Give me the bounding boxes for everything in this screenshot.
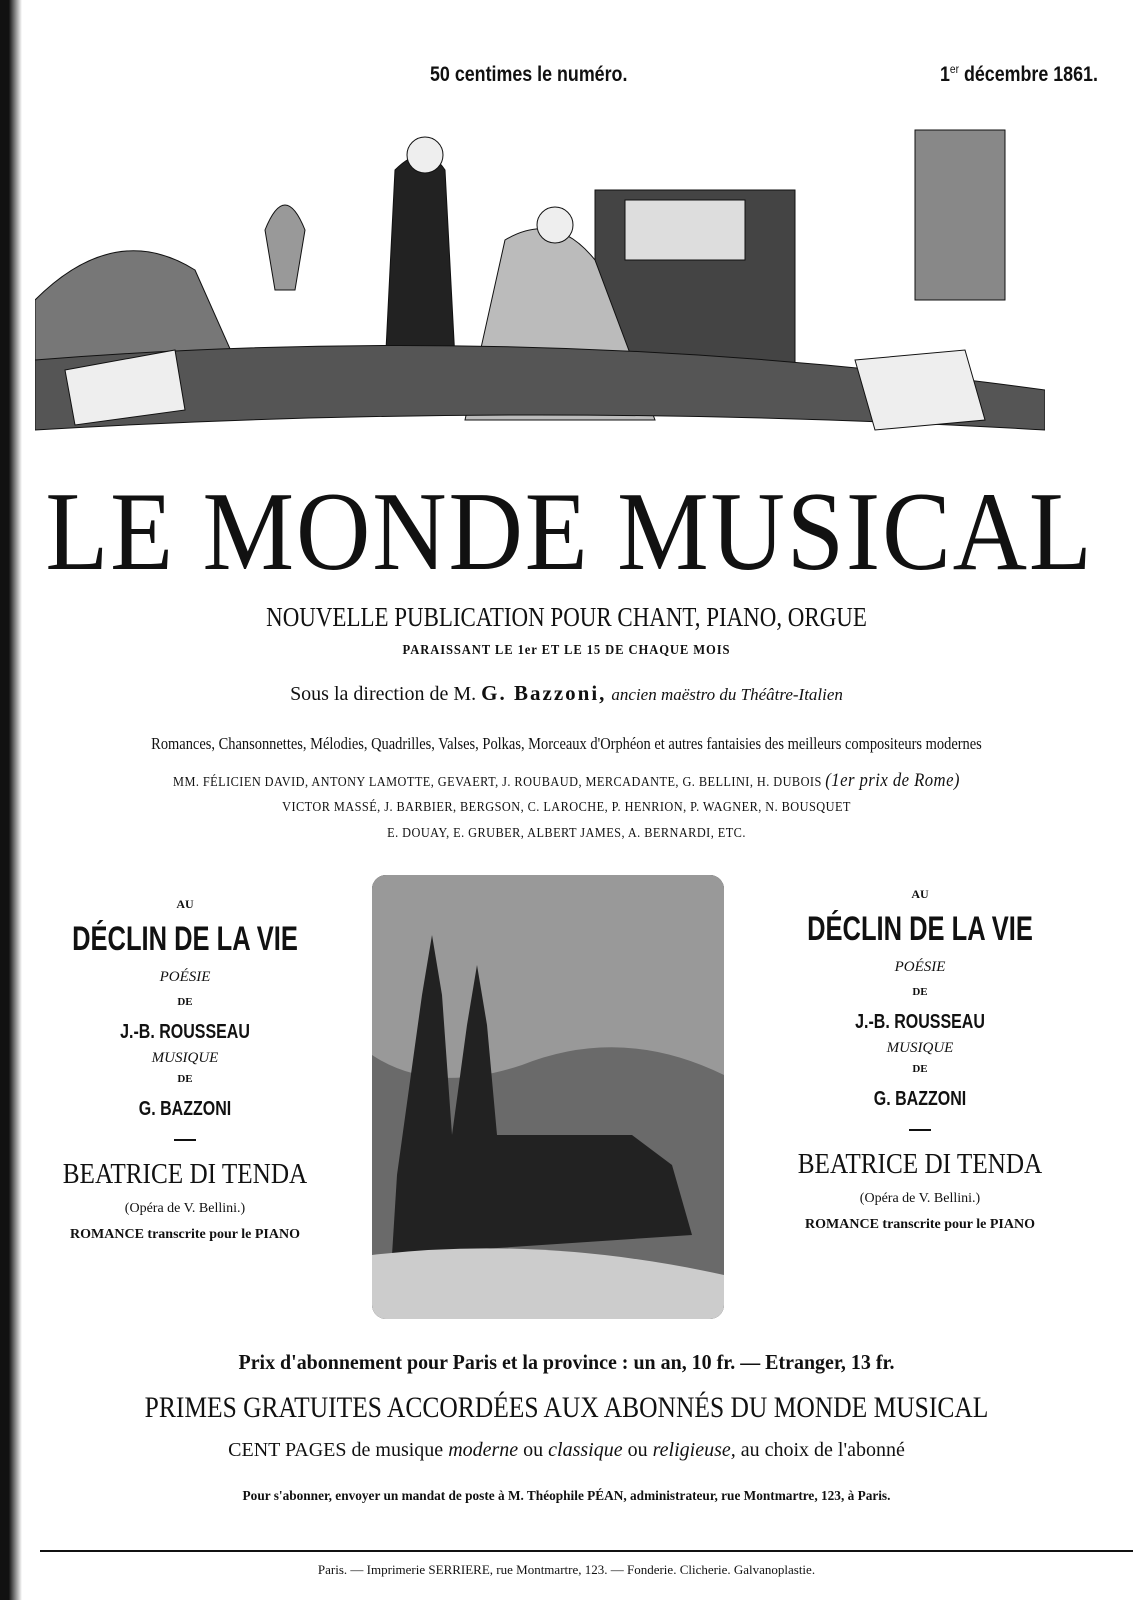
divider [909,1129,931,1131]
song-title: DÉCLIN DE LA VIE [72,919,298,958]
poet: J.-B. ROUSSEAU [120,1020,250,1043]
issue-date: 1er décembre 1861. [940,62,1098,86]
piece-title: BEATRICE DI TENDA [797,1148,1043,1180]
composer: G. BAZZONI [138,1097,232,1120]
de: DE [177,1073,193,1086]
de: DE [912,1063,928,1076]
subscription-price: Prix d'abonnement pour Paris et la province : un an, 10 fr. — Etranger, 13 fr. [238,1350,895,1374]
composers-line-3: E. DOUAY, E. GRUBER, ALBERT JAMES, A. BERNARDI, ETC. [387,826,746,841]
genres: Romances, Chansonnettes, Mélodies, Quadrilles, Valses, Polkas, Morceaux d'Orphéon et autres fantaisies des meilleurs compositeurs modernes [151,734,982,753]
masthead-subtitle: NOUVELLE PUBLICATION POUR CHANT, PIANO, ORGUE [266,602,867,632]
printer-footer: Paris. — Imprimerie SERRIERE, rue Montmartre, 123. — Fonderie. Clicherie. Galvanoplastie. [317,1562,816,1577]
cathedral-engraving [372,875,724,1319]
composers-line-1: MM. FÉLICIEN DAVID, ANTONY LAMOTTE, GEVAERT, J. ROUBAUD, MERCADANTE, G. BELLINI, H. DUBOIS (1er prix de Rome) [173,770,960,791]
cent-pages: CENT PAGES de musique moderne ou classique ou religieuse, au choix de l'abonné [228,1439,905,1461]
romance: ROMANCE transcrite pour le PIANO [70,1226,300,1242]
poesie: POÉSIE [159,968,211,985]
musique: MUSIQUE [151,1049,219,1066]
poet: J.-B. ROUSSEAU [855,1010,985,1033]
issue-price: 50 centimes le numéro. [430,63,628,86]
au: AU [176,897,194,911]
frequency: PARAISSANT LE 1er ET LE 15 DE CHAQUE MOIS [402,643,731,658]
romance: ROMANCE transcrite pour le PIANO [805,1216,1035,1232]
musique: MUSIQUE [886,1039,954,1056]
masthead-title: LE MONDE MUSICAL [45,470,1094,594]
opera: (Opéra de V. Bellini.) [859,1190,981,1206]
song-title: DÉCLIN DE LA VIE [807,909,1033,948]
scan-edge [0,0,22,1600]
left-column [0,898,370,1243]
right-column [735,888,1105,1233]
composers-line-2: VICTOR MASSÉ, J. BARBIER, BERGSON, C. LAROCHE, P. HENRION, P. WAGNER, N. BOUSQUET [282,800,851,815]
opera: (Opéra de V. Bellini.) [124,1200,246,1216]
subscribe-instructions: Pour s'abonner, envoyer un mandat de poste à M. Théophile PÉAN, administrateur, rue Montmartre, 123, à Paris. [242,1489,891,1504]
divider [174,1139,196,1141]
footer-rule [40,1550,1133,1552]
composer: G. BAZZONI [873,1087,967,1110]
primes-heading: PRIMES GRATUITES ACCORDÉES AUX ABONNÉS DU MONDE MUSICAL [144,1391,989,1424]
de: DE [177,996,193,1009]
direction: Sous la direction de M. G. Bazzoni, ancien maëstro du Théâtre-Italien [290,681,843,705]
poesie: POÉSIE [894,958,946,975]
de: DE [912,986,928,999]
piece-title: BEATRICE DI TENDA [62,1158,308,1190]
masthead-illustration [35,100,1045,470]
au: AU [911,887,929,901]
